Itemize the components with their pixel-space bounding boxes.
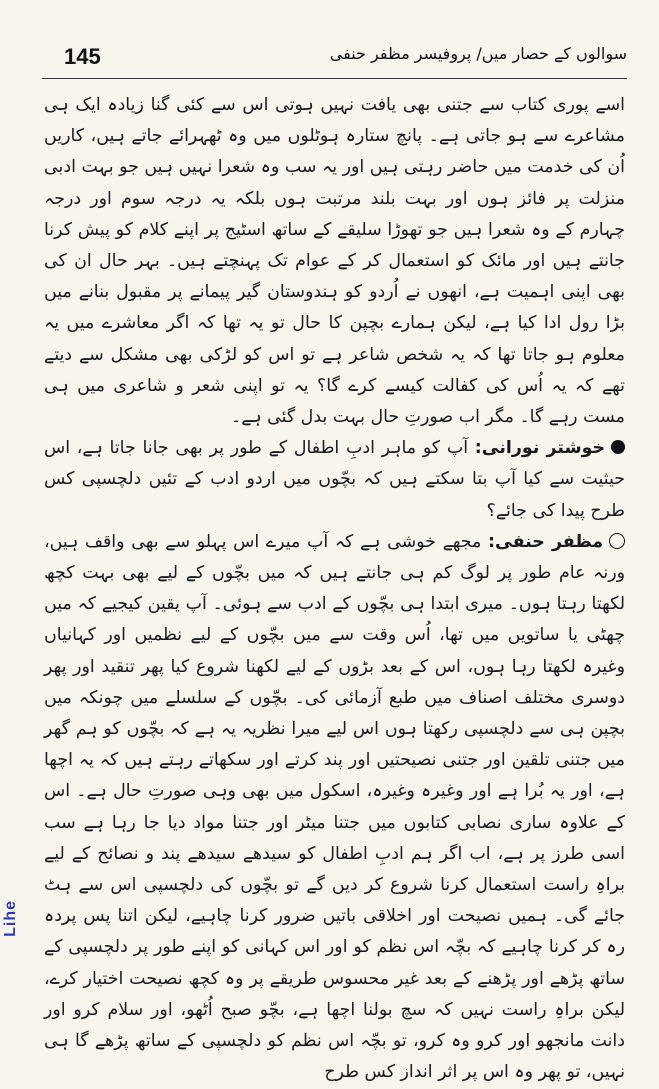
paragraph: اسے پوری کتاب سے جتنی بھی یافت نہیں ہوتی اس سے کئی گنا زیادہ ایک ہی مشاعرے سے ہو جاتی ہے۔ پانچ ستارہ ہوٹلوں میں وہ ٹھہرائے جاتے ہیں، کاریں اُن کی خدمت میں حاضر رہتی ہیں اور یہ سب وہ شعرا نہیں ہیں جو بہت ادبی منزلت پر فائز ہوں اور بہت بلند مرتبت ہوں بلکہ یہ درجہ سوم اور درجہ چہارم کے وہ شعرا ہیں جو تھوڑا سلیقے کے ساتھ اسٹیج پر اپنے کلام کو پیش کرنا جانتے ہیں اور مائک کو استعمال کر کے عوام تک پہنچتے ہیں۔ بہر حال ان کی بھی اپنی اہمیت ہے، انھوں نے اُردو کو ہندوستان گیر پیمانے پر مقبول بنانے میں بڑا رول ادا کیا ہے، لیکن ہمارے بچپن کا حال تو یہ تھا کہ اگر معاشرے میں یہ معلوم ہو جاتا تھا کہ یہ شخص شاعر ہے تو اس کو لڑکی بھی مشکل سے دیتے تھے کہ یہ اُس کی کفالت کیسے کرے گا؟ یہ تو اپنی شعر و شاعری میں ہی مست رہے گا۔ مگر اب صورتِ حال بہت بدل گئی ہے۔: [44, 95, 625, 428]
outlined-circle-bullet-icon: [609, 533, 625, 549]
respondent-name: مظفر حنفی:: [488, 531, 604, 552]
filled-circle-bullet-icon: [611, 440, 625, 454]
answer-text: مجھے خوشی ہے کہ آپ میرے اس پہلو سے بھی واقف ہیں، ورنہ عام طور پر لوگ کم ہی جانتے ہیں کہ میں بچّوں کے لیے بھی بہت کچھ لکھتا رہتا ہوں۔ میری ابتدا ہی بچّوں کے ادب سے ہوئی۔ آپ یقین کیجیے کہ میں چھٹی یا ساتویں میں تھا، اُس وقت سے میں بچّوں کے لیے نظمیں اور کہانیاں وغیرہ لکھتا رہا ہوں، اس کے بعد بڑوں کے لیے لکھنا شروع کیا پھر تنقید اور پھر دوسری مختلف اصناف میں طبع آزمائی کی۔ بچّوں کے سلسلے میں چونکہ میں بچپن ہی سے دلچسپی رکھتا ہوں اس لیے میرا نظریہ یہ ہے کہ بچّوں کو ہم گھر میں جتنی تلقین اور جتنی نصیحتیں اور پند کرتے اور سکھاتے رہتے ہیں کہ یہ اچھا ہے، اور یہ بُرا ہے اور وغیرہ وغیرہ، اسکول میں بھی وہی صورتِ حال ہے۔ اس کے علاوہ ساری نصابی کتابوں میں جتنا میٹر اور جتنا مواد دیا جا رہا ہے سب اسی طرز پر ہے، اب اگر ہم ادبِ اطفال کو سیدھے سیدھے پند و نصائح کے لیے براہِ راست استعمال کرنا شروع کر دیں گے تو بچّوں کی دلچسپی اس سے ہٹ جائے گی۔ ہمیں نصیحت اور اخلاقی باتیں ضرور کرنا چاہیے، لیکن اتنا پس پردہ رہ کر کرنا چاہیے کہ بچّہ اس نظم کو اور اس کہانی کو اپنے طور پر دلچسپی کے ساتھ پڑھے اور پڑھنے کے بعد غیر محسوس طریقے پر وہ کچھ نصیحت اختیار کرے، لیکن براہِ راست نہیں کہ سچ بولنا اچھا ہے، بچّو صبح اُٹھو، اور سلام کرو اور دانت مانجھو اور کرو وہ کرو، تو بچّہ اس نظم کو دلچسپی کے ساتھ پڑھے گا ہی نہیں، تو پھر وہ اس پر اثر انداز کس طرح: [44, 531, 625, 1083]
answer-block: [44, 527, 625, 1089]
stamp-text: Lihe: [2, 900, 19, 937]
page-header: [42, 38, 627, 79]
question-block: [44, 433, 625, 527]
page-body: [44, 90, 625, 1089]
library-stamp: [2, 900, 30, 990]
page-number: 145: [64, 44, 101, 69]
running-title: سوالوں کے حصار میں/ پروفیسر مظفر حنفی: [329, 44, 627, 63]
question-text: آپ کو ماہر ادبِ اطفال کے طور پر بھی جانا جاتا ہے، اس حیثیت سے کیا آپ بتا سکتے ہیں کہ بچّوں میں اردو ادب کے تئیں دلچسپی کس طرح پیدا کی جائے؟: [44, 438, 625, 521]
interviewer-name: خوشتر نورانی:: [474, 438, 606, 459]
